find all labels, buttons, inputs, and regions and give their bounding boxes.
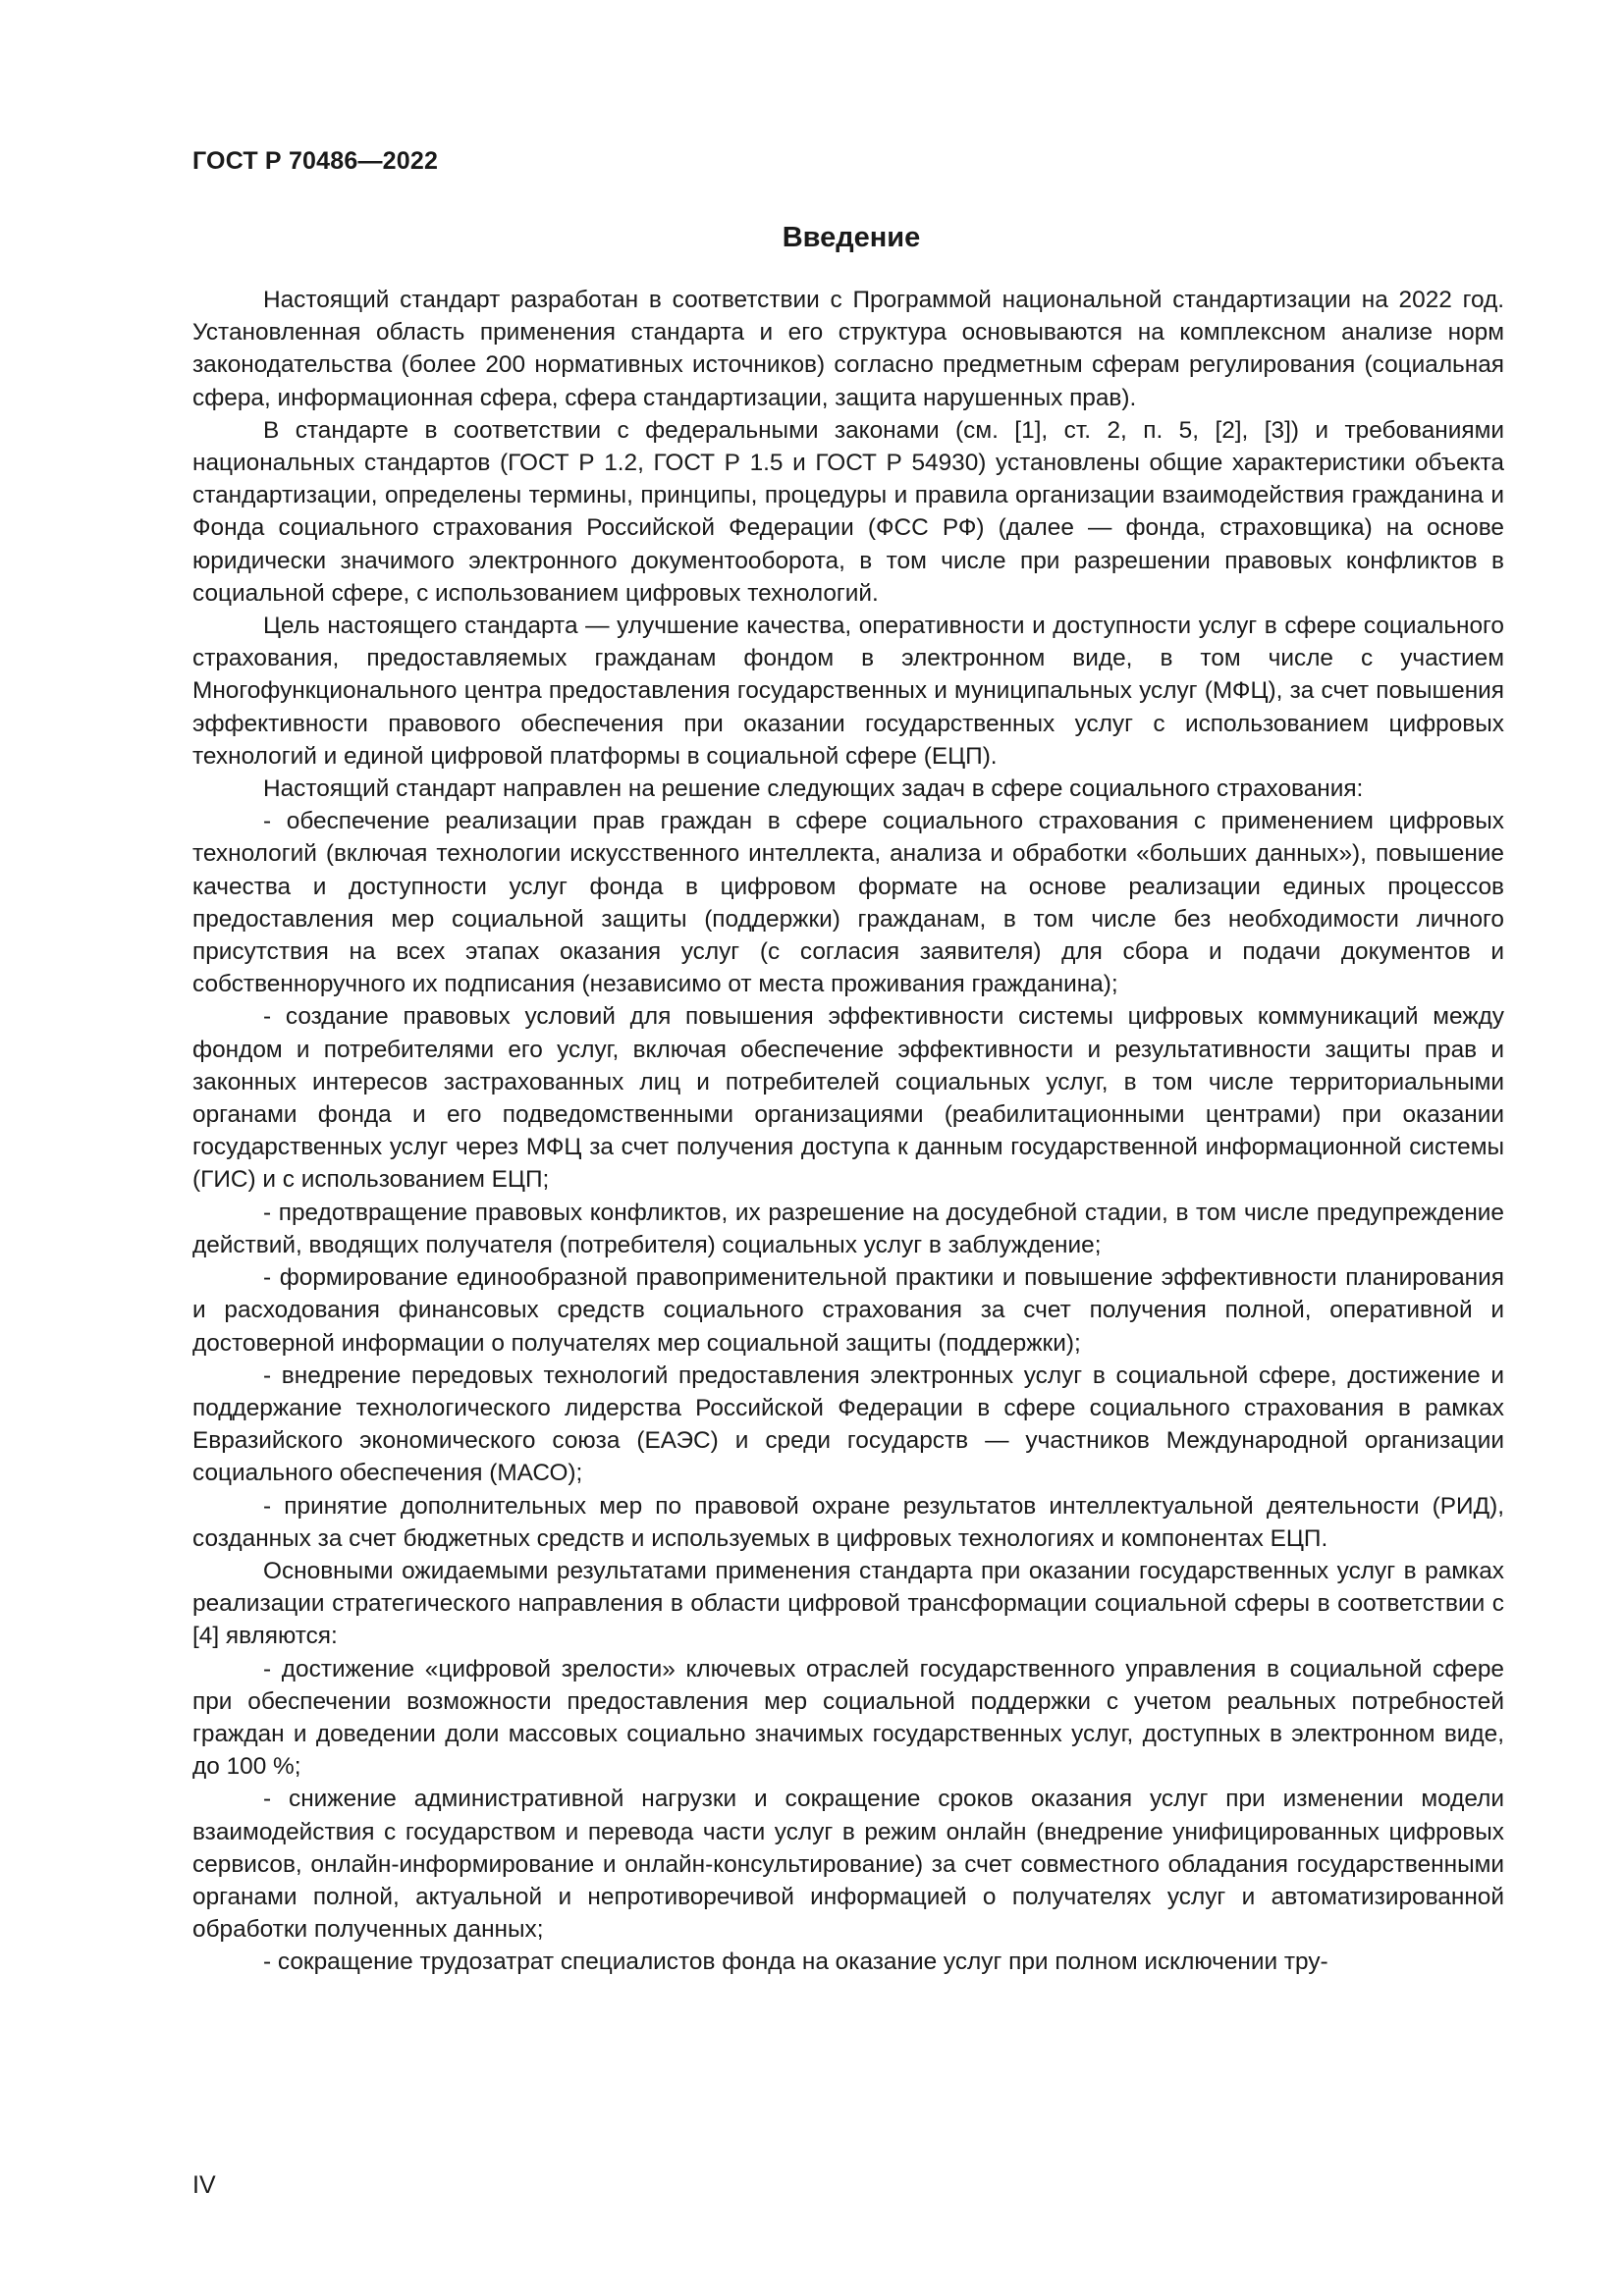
paragraph: В стандарте в соответствии с федеральными законами (см. [1], ст. 2, п. 5, [2], [3]) и требованиями национальных стандартов (ГОСТ Р 1.2, ГОСТ Р 1.5 и ГОСТ Р 54930) установлены общие характеристики объекта стандартизации, определены термины, принципы, процедуры и правила организации взаимодействия гражданина и Фонда социального страхования Российской Федерации (ФСС РФ) (далее — фонда, страховщика) на основе юридически значимого электронного документооборота, в том числе при разрешении правовых конфликтов в социальной сфере, с использованием цифровых технологий. — [192, 416, 1504, 607]
document-header: ГОСТ Р 70486—2022 — [192, 147, 439, 175]
paragraph: Основными ожидаемыми результатами применения стандарта при оказании государственных услуг в рамках реализации стратегического направления в области цифровой трансформации социальной сферы в соответствии с [4] являются: — [192, 1557, 1504, 1650]
list-item: - формирование единообразной правоприменительной практики и повышение эффективности планирования и расходования финансовых средств социального страхования за счет получения полной, оперативной и достоверной информации о получателях мер социальной защиты (поддержки); — [192, 1264, 1504, 1357]
paragraph: Настоящий стандарт направлен на решение следующих задач в сфере социального страхования: — [263, 775, 1364, 803]
document-body — [192, 284, 1504, 1979]
list-item: - сокращение трудозатрат специалистов фонда на оказание услуг при полном исключении тру- — [263, 1949, 1328, 1976]
list-item: - создание правовых условий для повышения эффективности системы цифровых коммуникаций между фондом и потребителями его услуг, включая обеспечение эффективности и результативности защиты прав и законных интересов застрахованных лиц и потребителей социальных услуг, в том числе территориальными органами фонда и его подведомственными организациями (реабилитационными центрами) при оказании государственных услуг через МФЦ за счет получения доступа к данным государственной информационной системы (ГИС) и с использованием ЕЦП; — [192, 1003, 1504, 1194]
list-item: - снижение административной нагрузки и сокращение сроков оказания услуг при изменении модели взаимодействия с государством и перевода части услуг в режим онлайн (внедрение унифицированных цифровых сервисов, онлайн-информирование и онлайн-консультирование) за счет совместного обладания государственными органами полной, актуальной и непротиворечивой информацией о получателях услуг и автоматизированной обработки полученных данных; — [192, 1786, 1504, 1944]
list-item: - принятие дополнительных мер по правовой охране результатов интеллектуальной деятельности (РИД), созданных за счет бюджетных средств и используемых в цифровых технологиях и компонентах ЕЦП. — [192, 1492, 1504, 1552]
page-number: IV — [192, 2171, 216, 2199]
list-item: - обеспечение реализации прав граждан в сфере социального страхования с применением цифровых технологий (включая технологии искусственного интеллекта, анализа и обработки «больших данных»), повышение качества и доступности услуг фонда в цифровом формате на основе реализации единых процессов предоставления мер социальной защиты (поддержки) гражданам, в том числе без необходимости личного присутствия на всех этапах оказания услуг (с согласия заявителя) для сбора и подачи документов и собственноручного их подписания (независимо от места проживания гражданина); — [192, 808, 1504, 998]
paragraph: Цель настоящего стандарта — улучшение качества, оперативности и доступности услуг в сфере социального страхования, предоставляемых гражданам фондом в электронном виде, в том числе с участием Многофункционального центра предоставления государственных и муниципальных услуг (МФЦ), за счет повышения эффективности правового обеспечения при оказании государственных услуг с использованием цифровых технологий и единой цифровой платформы в социальной сфере (ЕЦП). — [192, 613, 1504, 770]
section-title: Введение — [782, 222, 921, 253]
list-item: - внедрение передовых технологий предоставления электронных услуг в социальной сфере, достижение и поддержание технологического лидерства Российской Федерации в сфере социального страхования в рамках Евразийского экономического союза (ЕАЭС) и среди государств — участников Международной организации социального обеспечения (МАСО); — [192, 1362, 1504, 1487]
list-item: - достижение «цифровой зрелости» ключевых отраслей государственного управления в социальной сфере при обеспечении возможности предоставления мер социальной поддержки с учетом реальных потребностей граждан и доведении доли массовых социально значимых государственных услуг, доступных в электронном виде, до 100 %; — [192, 1655, 1504, 1781]
list-item: - предотвращение правовых конфликтов, их разрешение на досудебной стадии, в том числе предупреждение действий, вводящих получателя (потребителя) социальных услуг в заблуждение; — [192, 1199, 1504, 1258]
paragraph: Настоящий стандарт разработан в соответствии с Программой национальной стандартизации на 2022 год. Установленная область применения стандарта и его структура основываются на комплексном анализе норм законодательства (более 200 нормативных источников) согласно предметным сферам регулирования (социальная сфера, информационная сфера, сфера стандартизации, защита нарушенных прав). — [192, 287, 1504, 411]
